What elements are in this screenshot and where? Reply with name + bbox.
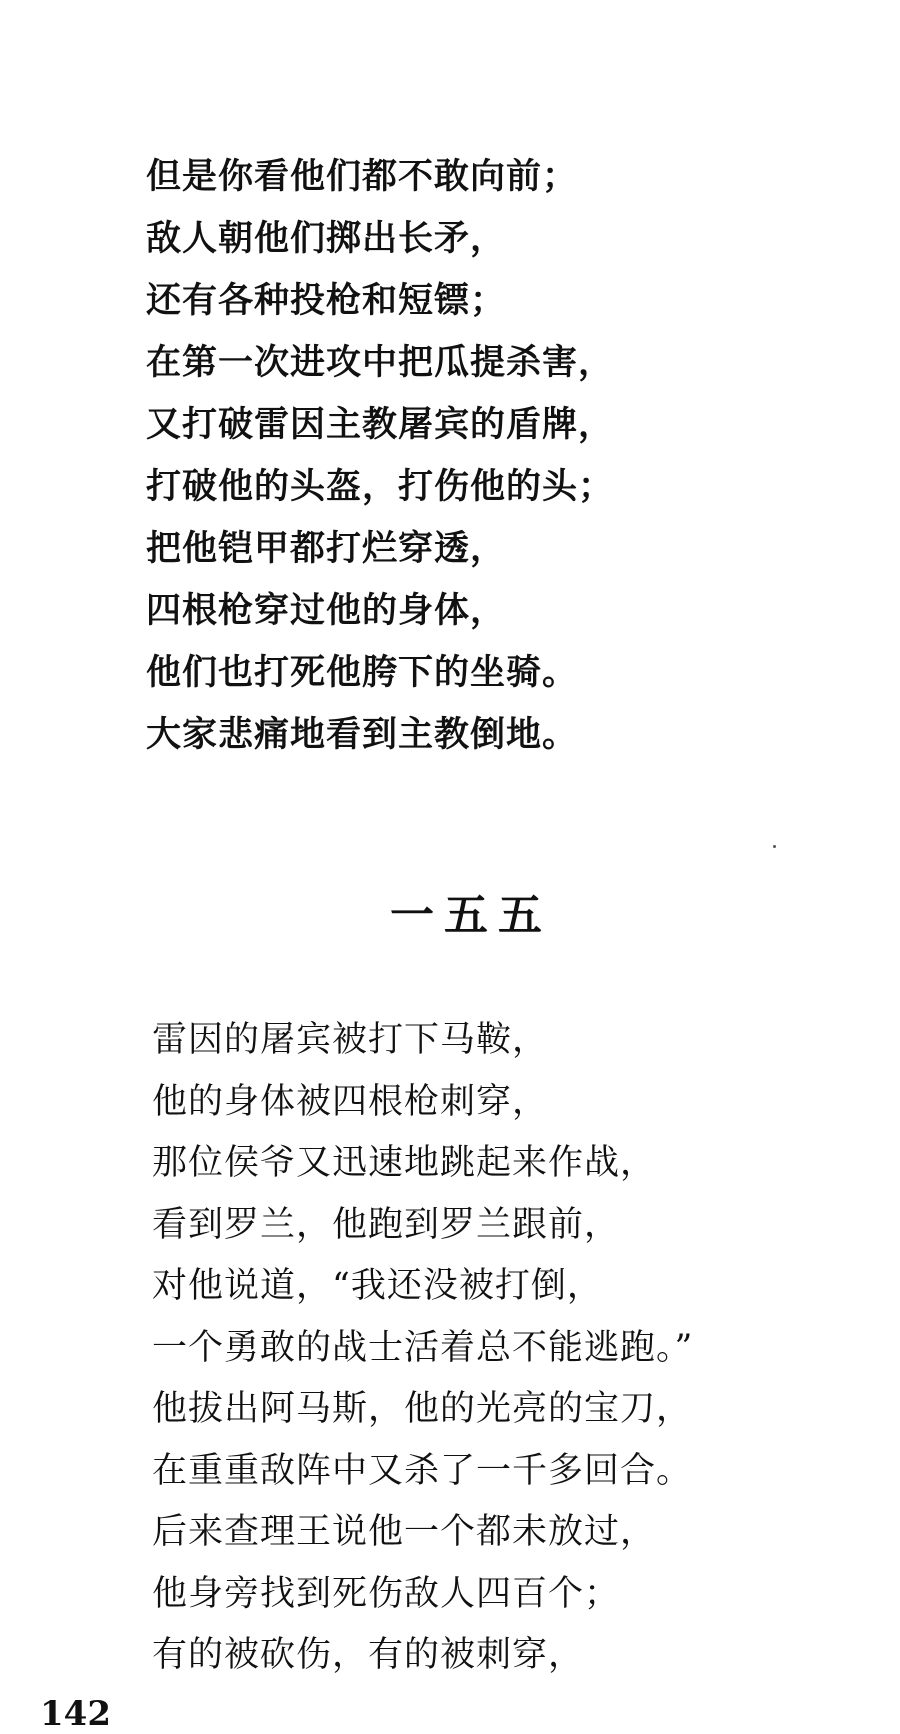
verse-line: 雷因的屠宾被打下马鞍， xyxy=(152,1020,549,1060)
verse-line: 他拔出阿马斯，他的光亮的宝刀， xyxy=(152,1389,693,1429)
print-speck xyxy=(773,845,776,848)
verse-line: 他们也打死他胯下的坐骑。 xyxy=(146,652,579,693)
page-number-text: 142 xyxy=(40,1694,111,1734)
verse-line: 他的身体被四根枪刺穿， xyxy=(152,1081,549,1122)
verse-line: 有的被砍伤，有的被刺穿， xyxy=(152,1635,585,1675)
page-number xyxy=(40,1692,111,1734)
verse-line: 敌人朝他们掷出长矛， xyxy=(146,218,507,259)
verse-line: 一个勇敢的战士活着总不能逃跑。” xyxy=(152,1327,694,1368)
verse-line: 在第一次进攻中把瓜提杀害， xyxy=(146,342,615,383)
section-number: 一五五 xyxy=(390,890,552,941)
verse-line: 他身旁找到死伤敌人四百个； xyxy=(152,1573,621,1614)
verse-line: 对他说道，“我还没被打倒， xyxy=(152,1266,603,1306)
verse-line: 在重重敌阵中又杀了一千多回合。 xyxy=(152,1450,693,1491)
verse-line: 后来查理王说他一个都未放过， xyxy=(152,1512,657,1552)
verse-line: 四根枪穿过他的身体， xyxy=(146,590,507,631)
verse-line: 打破他的头盔，打伤他的头； xyxy=(146,466,615,507)
verse-line: 还有各种投枪和短镖； xyxy=(146,280,507,321)
stanza-top xyxy=(146,146,614,766)
verse-line: 看到罗兰，他跑到罗兰跟前， xyxy=(152,1204,621,1245)
verse-line: 那位侯爷又迅速地跳起来作战， xyxy=(152,1143,657,1183)
verse-line: 又打破雷因主教屠宾的盾牌， xyxy=(146,404,615,445)
verse-line: 把他铠甲都打烂穿透， xyxy=(146,528,507,569)
stanza-bottom xyxy=(152,1010,693,1687)
verse-line: 但是你看他们都不敢向前； xyxy=(146,156,579,197)
verse-line: 大家悲痛地看到主教倒地。 xyxy=(146,714,579,755)
